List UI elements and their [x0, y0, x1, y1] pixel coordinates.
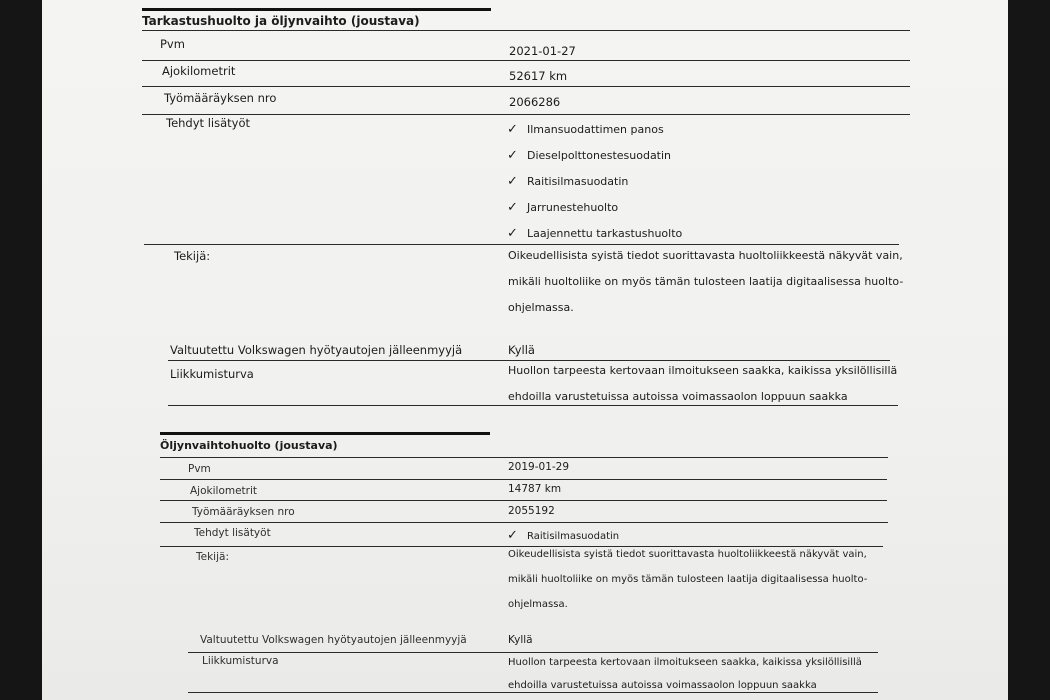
- dealer-value: Kyllä: [508, 634, 533, 646]
- mileage-value: 52617 km: [509, 69, 568, 83]
- divider: [142, 30, 910, 31]
- divider: [160, 500, 887, 501]
- checkmark-icon: ✓: [507, 174, 518, 189]
- mileage-label: Ajokilometrit: [190, 485, 258, 497]
- date-value: 2019-01-29: [508, 461, 570, 473]
- checkmark-icon: ✓: [507, 200, 518, 215]
- extra-item: ✓ Ilmansuodattimen panos: [507, 122, 664, 137]
- extra-item: ✓ Laajennettu tarkastushuolto: [507, 226, 683, 241]
- performer-text: Oikeudellisista syistä tiedot suorittavasta huoltoliikkeestä näkyvät vain, mikäli huoltoliike on myös tämän tulosteen laatija digitaalisessa huolto- ohjelmassa.: [508, 549, 868, 610]
- dealer-label: Valtuutettu Volkswagen hyötyautojen jälleenmyyjä: [200, 634, 467, 646]
- extras-label: Tehdyt lisätyöt: [166, 116, 250, 130]
- date-label: Pvm: [188, 463, 211, 475]
- dealer-value: Kyllä: [508, 343, 535, 357]
- divider: [142, 114, 910, 115]
- extra-item: ✓ Raitisilmasuodatin: [507, 174, 629, 189]
- section-title-bar: [142, 8, 491, 11]
- performer-text: Oikeudellisista syistä tiedot suorittavasta huoltoliikkeestä näkyvät vain, mikäli huoltoliike on myös tämän tulosteen laatija digitaalisessa huolto- ohjelmassa.: [508, 249, 904, 314]
- performer-label: Tekijä:: [174, 249, 211, 263]
- extras-label: Tehdyt lisätyöt: [194, 527, 271, 539]
- checkmark-icon: ✓: [507, 122, 518, 137]
- work-order-label: Työmääräyksen nro: [192, 506, 295, 518]
- checkmark-icon: ✓: [507, 226, 518, 241]
- work-order-value: 2066286: [509, 95, 561, 109]
- checkmark-icon: ✓: [507, 528, 518, 543]
- performer-label: Tekijä:: [196, 551, 229, 563]
- mobility-label: Liikkumisturva: [202, 655, 279, 667]
- date-value: 2021-01-27: [509, 44, 576, 58]
- section-title-bar: [160, 432, 490, 435]
- divider: [142, 60, 910, 61]
- mobility-text: Huollon tarpeesta kertovaan ilmoitukseen saakka, kaikissa yksilöllisillä ehdoilla varustetuissa autoissa voimassaolon loppuun saakka: [508, 364, 898, 403]
- date-label: Pvm: [160, 37, 185, 51]
- extra-item: ✓ Jarrunestehuolto: [507, 200, 619, 215]
- checkmark-icon: ✓: [507, 148, 518, 163]
- section-title: Öljynvaihtohuolto (joustava): [160, 439, 338, 452]
- mobility-text: Huollon tarpeesta kertovaan ilmoitukseen saakka, kaikissa yksilöllisillä ehdoilla varustetuissa autoissa voimassaolon loppuun saakka: [508, 657, 862, 691]
- mileage-label: Ajokilometrit: [162, 64, 236, 78]
- mileage-value: 14787 km: [508, 483, 562, 495]
- section-title: Tarkastushuolto ja öljynvaihto (joustava): [142, 14, 420, 28]
- dealer-label: Valtuutettu Volkswagen hyötyautojen jälleenmyyjä: [170, 343, 463, 357]
- divider: [160, 457, 888, 458]
- mobility-label: Liikkumisturva: [170, 367, 254, 381]
- work-order-label: Työmääräyksen nro: [164, 91, 277, 105]
- divider: [160, 522, 888, 523]
- extra-item: ✓ Raitisilmasuodatin: [507, 528, 620, 543]
- service-record-page: [42, 0, 1008, 700]
- divider: [168, 405, 898, 406]
- extra-item: ✓ Dieselpolttonestesuodatin: [507, 148, 672, 163]
- divider: [142, 86, 910, 87]
- divider: [160, 479, 887, 480]
- divider: [188, 692, 878, 693]
- work-order-value: 2055192: [508, 505, 555, 517]
